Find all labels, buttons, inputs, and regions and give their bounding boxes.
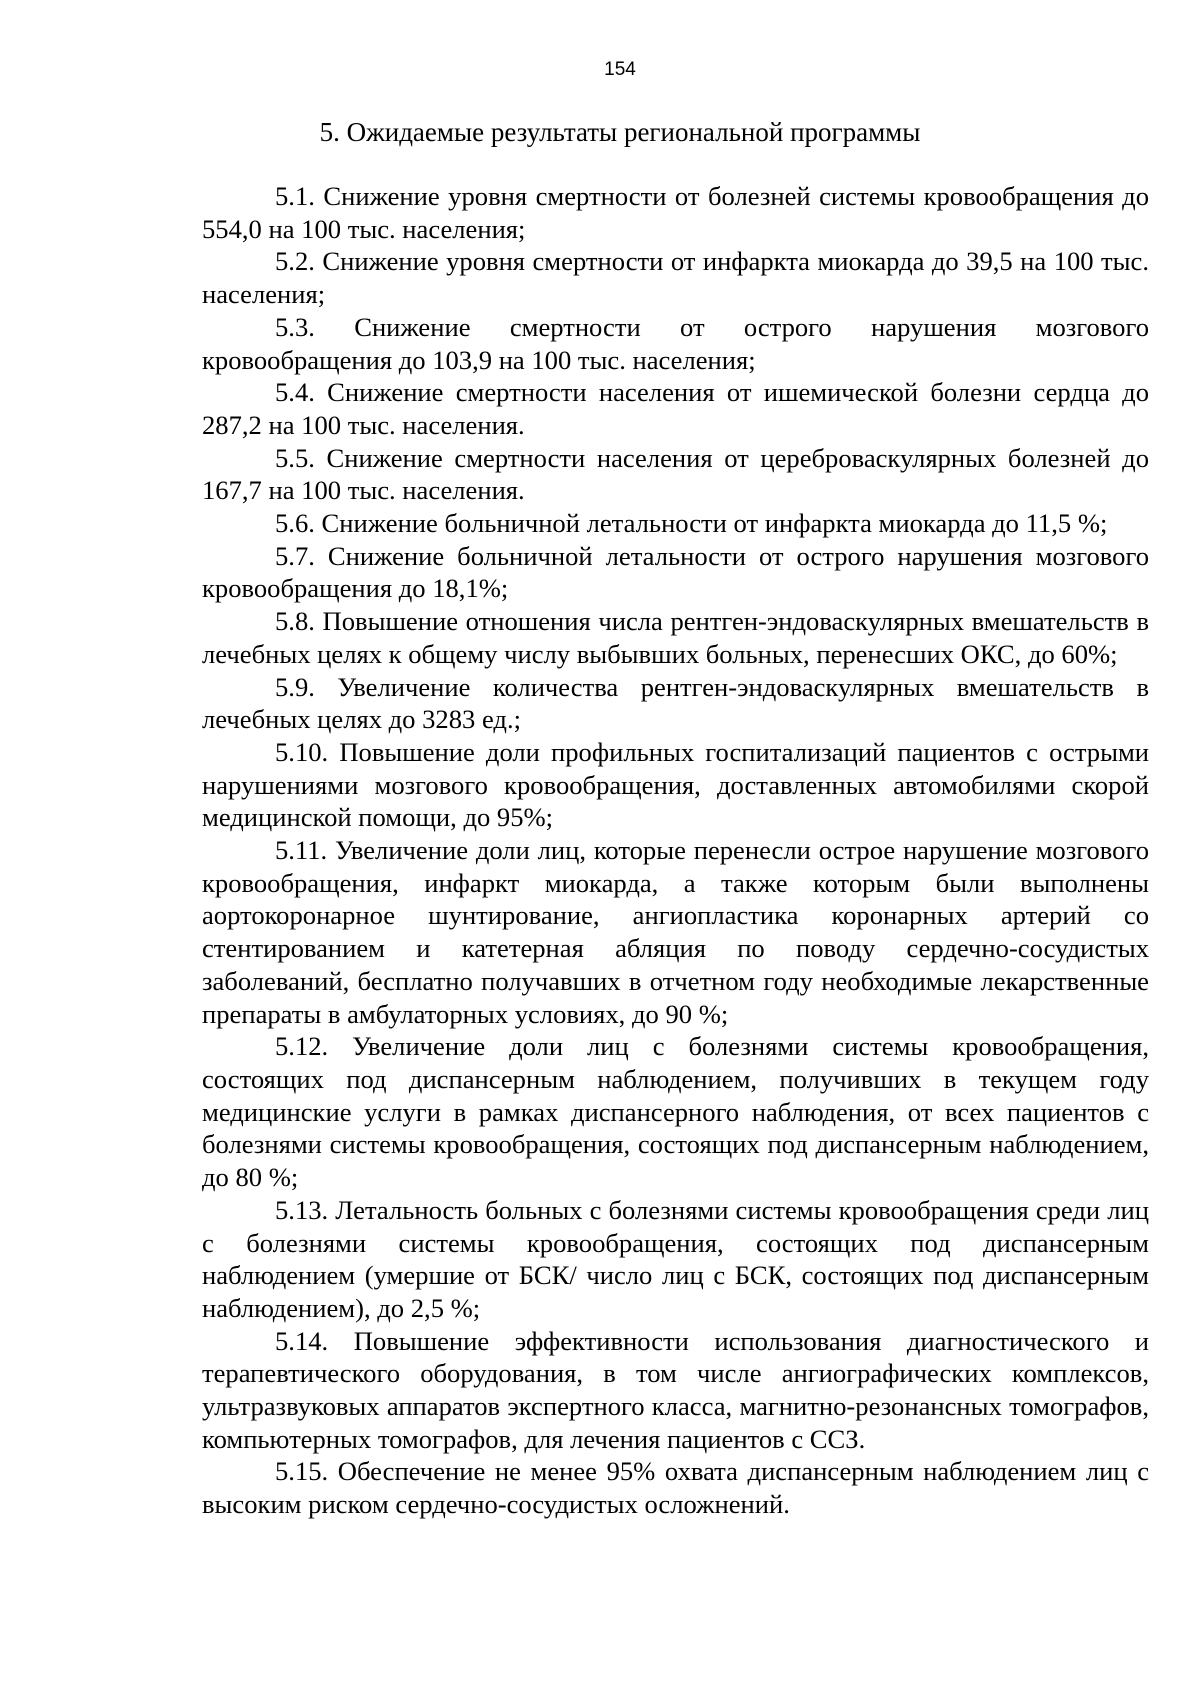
result-item-5-7: 5.7. Снижение больничной летальности от острого нарушения мозгового кровообращения до 18,1%;: [202, 540, 1149, 604]
result-item-5-6: 5.6. Снижение больничной летальности от инфаркта миокарда до 11,5 %;: [275, 508, 1108, 539]
section-title: 5. Ожидаемые результаты региональной программы: [319, 117, 921, 147]
result-item-5-9: 5.9. Увеличение количества рентген-эндоваскулярных вмешательств в лечебных целях до 3283 ед.;: [202, 671, 1149, 735]
page-number: 154: [604, 59, 636, 80]
result-item-5-2: 5.2. Снижение уровня смертности от инфаркта миокарда до 39,5 на 100 тыс. населения;: [202, 246, 1149, 310]
result-item-5-13: 5.13. Летальность больных с болезнями системы кровообращения среди лиц с болезнями системы кровообращения, состоящих под диспансерным наблюдением (умершие от БСК/ число лиц с БСК, состоящих под диспансерным наблюдением), до 2,5 %;: [202, 1194, 1149, 1323]
result-item-5-8: 5.8. Повышение отношения числа рентген-эндоваскулярных вмешательств в лечебных целях к общему числу выбывших больных, перенесших ОКС, до 60%;: [202, 606, 1149, 669]
result-item-5-14: 5.14. Повышение эффективности использования диагностического и терапевтического оборудования, в том числе ангиографических комплексов, ультразвуковых аппаратов экспертного класса, магнитно-резонансных томографов, компьютерных томографов, для лечения пациентов с ССЗ.: [202, 1325, 1149, 1454]
result-item-5-10: 5.10. Повышение доли профильных госпитализаций пациентов с острыми нарушениями мозгового кровообращения, доставленных автомобилями скорой медицинской помощи, до 95%;: [202, 736, 1149, 833]
result-item-5-15: 5.15. Обеспечение не менее 95% охвата диспансерным наблюдением лиц с высоким риском сердечно-сосудистых осложнений.: [202, 1456, 1149, 1520]
result-item-5-1: 5.1. Снижение уровня смертности от болезней системы кровообращения до 554,0 на 100 тыс. населения;: [202, 181, 1149, 244]
result-item-5-12: 5.12. Увеличение доли лиц с болезнями системы кровообращения, состоящих под диспансерным наблюдением, получивших в текущем году медицинские услуги в рамках диспансерного наблюдения, от всех пациентов с болезнями системы кровообращения, состоящих под диспансерным наблюдением, до 80 %;: [202, 1031, 1149, 1193]
results-list: [202, 180, 1149, 1521]
result-item-5-5: 5.5. Снижение смертности населения от цереброваскулярных болезней до 167,7 на 100 тыс. населения.: [202, 442, 1149, 506]
result-item-5-4: 5.4. Снижение смертности населения от ишемической болезни сердца до 287,2 на 100 тыс. населения.: [202, 377, 1149, 440]
result-item-5-11: 5.11. Увеличение доли лиц, которые перенесли острое нарушение мозгового кровообращения, инфаркт миокарда, а также которым были выполнены аортокоронарное шунтирование, ангиопластика коронарных артерий со стентированием и катетерная абляция по поводу сердечно-сосудистых заболеваний, бесплатно получавших в отчетном году необходимые лекарственные препараты в амбулаторных условиях, до 90 %;: [202, 835, 1149, 1029]
result-item-5-3: 5.3. Снижение смертности от острого нарушения мозгового кровообращения до 103,9 на 100 тыс. населения;: [202, 311, 1149, 375]
